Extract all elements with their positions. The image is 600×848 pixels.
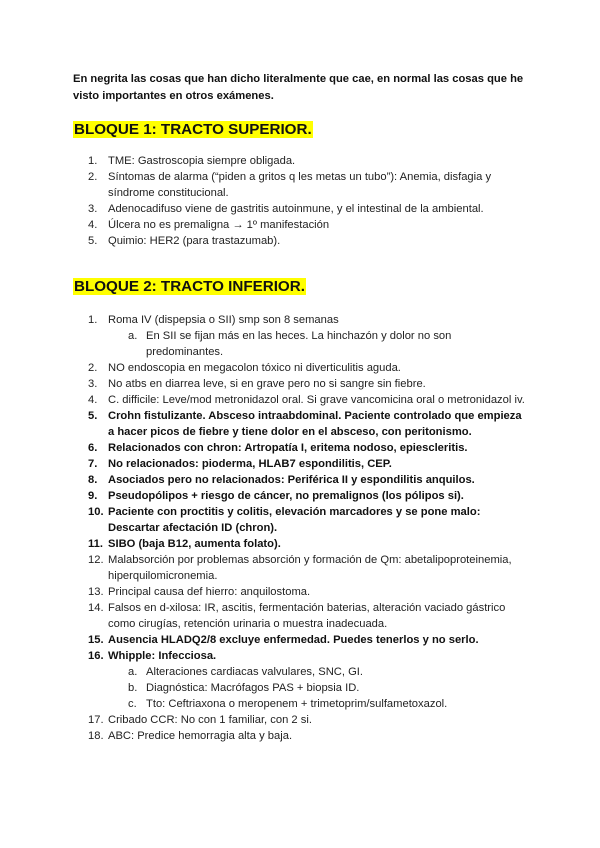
- list-item: 1. TME: Gastroscopia siempre obligada.: [88, 155, 296, 167]
- list-item: 4. Úlcera no es premaligna → 1º manifestación: [88, 219, 330, 231]
- list-item: 4. C. difficile: Leve/mod metronidazol oral. Si grave vancomicina oral o metronidazol iv.: [88, 394, 525, 406]
- intro-paragraph: En negrita las cosas que han dicho literalmente que cae, en normal las cosas que he visto importantes en otros exámenes.: [73, 73, 524, 102]
- list-item: 3. No atbs en diarrea leve, si en grave pero no si sangre sin fiebre.: [88, 378, 426, 390]
- sub-list-item: a. Alteraciones cardiacas valvulares, SNC, GI.: [128, 666, 363, 678]
- list-item: 11. SIBO (baja B12, aumenta folato).: [88, 538, 281, 550]
- list-item: 5. Quimio: HER2 (para trastazumab).: [88, 235, 281, 247]
- list-item: 3. Adenocadifuso viene de gastritis autoinmune, y el intestinal de la ambiental.: [88, 203, 484, 215]
- block1-heading: [73, 121, 313, 138]
- block1-title: BLOQUE 1: TRACTO SUPERIOR.: [74, 121, 312, 138]
- list-item: 5. Crohn fistulizante. Absceso intraabdominal. Paciente controlado que empieza a hacer picos de fiebre y tiene dolor en el absceso, con peritonismo.: [88, 410, 522, 438]
- list-item: 14. Falsos en d-xilosa: IR, ascitis, fermentación baterias, alteración vaciado gástrico como cirugías, retención urinaria o muestra inadecuada.: [88, 602, 506, 630]
- list-item: 13. Principal causa def hierro: anquilostoma.: [88, 586, 311, 598]
- sub-list-item: c. Tto: Ceftriaxona o meropenem + trimetoprim/sulfametoxazol.: [128, 698, 448, 710]
- list-item: 10. Paciente con proctitis y colitis, elevación marcadores y se pone malo: Descartar afectación ID (chron).: [88, 506, 481, 534]
- list-item: 2. NO endoscopia en megacolon tóxico ni diverticulitis aguda.: [88, 362, 401, 374]
- block1-list: [0, 153, 600, 249]
- list-item: 9. Pseudopólipos + riesgo de cáncer, no premalignos (los pólipos si).: [88, 490, 464, 502]
- list-item: 15. Ausencia HLADQ2/8 excluye enfermedad. Puedes tenerlos y no serlo.: [88, 634, 479, 646]
- block2-title: BLOQUE 2: TRACTO INFERIOR.: [74, 278, 305, 295]
- list-item: 17. Cribado CCR: No con 1 familiar, con 2 si.: [88, 714, 312, 726]
- list-item: 7. No relacionados: pioderma, HLAB7 espondilitis, CEP.: [88, 458, 392, 470]
- list-item: 6. Relacionados con chron: Artropatía I, eritema nodoso, epiescleritis.: [88, 442, 468, 454]
- sub-list-item: b. Diagnóstica: Macrófagos PAS + biopsia ID.: [128, 682, 360, 694]
- list-item: 1. Roma IV (dispepsia o SII) smp son 8 semanas: [88, 314, 339, 326]
- list-item: 18. ABC: Predice hemorragia alta y baja.: [88, 730, 293, 742]
- list-item: 16. Whipple: Infecciosa.: [88, 650, 217, 662]
- block2-list: [0, 312, 600, 744]
- list-item: 8. Asociados pero no relacionados: Periférica II y espondilitis anquilos.: [88, 474, 475, 486]
- list-item: 12. Malabsorción por problemas absorción y formación de Qm: abetalipoproteinemia, hiperquilomicronemia.: [88, 554, 512, 582]
- block2-heading: [73, 278, 306, 295]
- list-item: 2. Síntomas de alarma (“piden a gritos q les metas un tubo”): Anemia, disfagia y síndrome constitucional.: [88, 171, 492, 199]
- sub-list-item: a. En SII se fijan más en las heces. La hinchazón y dolor no son predominantes.: [128, 330, 452, 358]
